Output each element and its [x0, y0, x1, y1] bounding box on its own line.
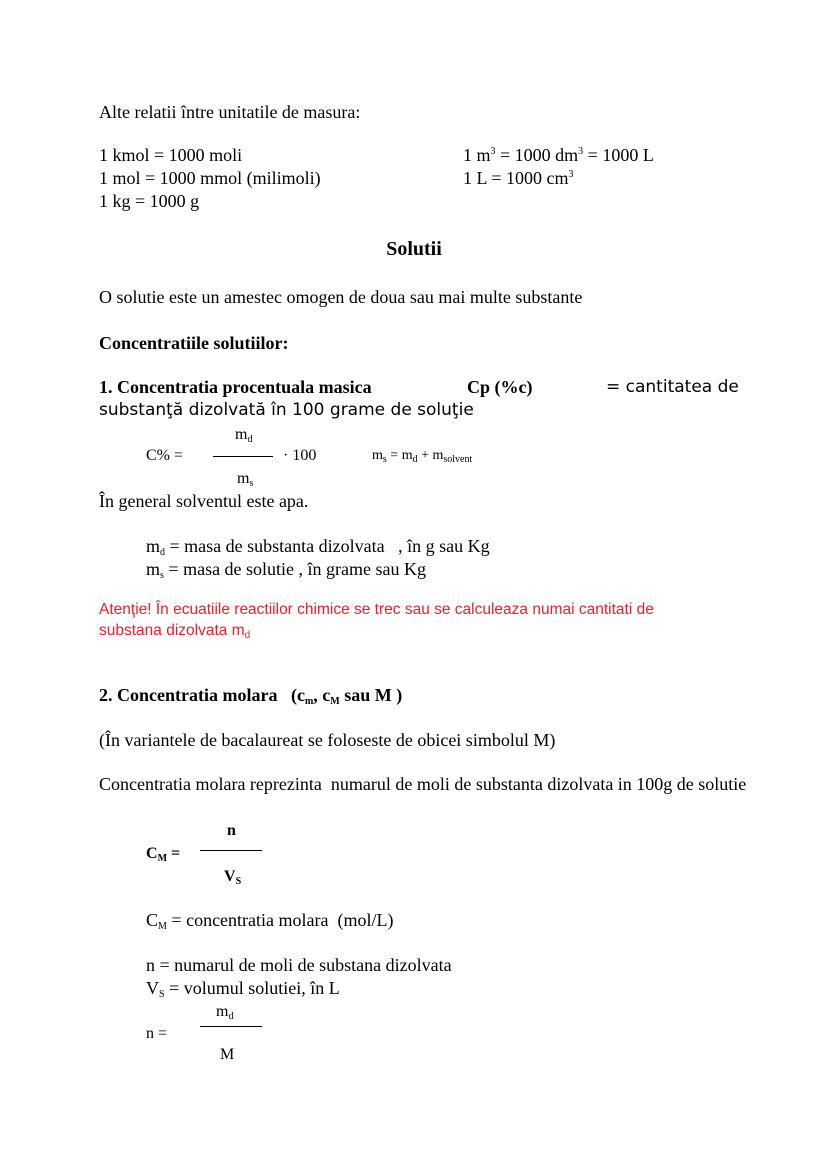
solvent-note: În general solventul este apa.	[99, 491, 309, 511]
unit-litre: 1 L = 1000 $cm^3$	[463, 168, 574, 188]
molar-definition: Concentratia molara reprezinta numarul de moli de substanta dizolvata in 100g de solutie	[99, 774, 747, 794]
vs-definition: $V_S$ = volumul solutiei, în L	[146, 978, 340, 1000]
n-fraction-bar	[200, 1026, 262, 1027]
n-definition: n = numarul de moli de substana dizolvata	[146, 955, 452, 975]
section1-symbol: Cp (%c)	[467, 377, 533, 397]
n-denominator: M	[220, 1046, 235, 1063]
cm-lhs: $C_M$ =	[146, 845, 181, 864]
cm-definition: $C_M$ = concentratia molara (mol/L)	[146, 910, 394, 932]
bac-note: (În variantele de bacalaureat se foloseste de obicei simbolul M)	[99, 730, 556, 750]
n-numerator: $m_d$	[216, 1003, 234, 1022]
cm-fraction-bar	[200, 850, 262, 851]
ms-definition: $m_s$ = masa de solutie , în grame sau Kg	[146, 559, 427, 581]
formula-mult: · 100	[283, 447, 317, 464]
section1-title: 1. Concentratia procentuala masica	[99, 377, 372, 397]
unit-m3: 1 $m^3 = 1000$ $dm^3 = 1000$ L	[463, 145, 654, 165]
solution-definition: O solutie este un amestec omogen de doua sau mai multe substante	[99, 287, 583, 307]
cm-numerator: n	[227, 822, 236, 839]
formula-lhs: C% =	[146, 447, 184, 464]
warning-line-1: Atenţie! În ecuatiile reactiilor chimice se trec sau se calculeaza numai cantitati de	[99, 601, 654, 618]
fraction-bar	[213, 456, 273, 457]
warning-line-2: substana dizolvata $m_d$	[99, 622, 251, 641]
concentrations-title: Concentratiile solutiilor:	[99, 333, 289, 353]
n-lhs: n =	[146, 1025, 168, 1042]
units-title: Alte relatii între unitatile de masura:	[99, 102, 361, 122]
cm-denominator: $V_S$	[224, 868, 242, 887]
page-heading: Solutii	[386, 238, 442, 260]
fraction-numerator: $m_d$	[235, 426, 253, 445]
md-definition: $m_d$ = masa de substanta dizolvata , în g sau Kg	[146, 536, 490, 558]
section1-def-a: = cantitatea de	[606, 377, 739, 397]
unit-kmol: 1 kmol = 1000 moli	[99, 145, 243, 165]
unit-kg: 1 kg = 1000 g	[99, 191, 200, 211]
unit-mol: 1 mol = 1000 mmol (milimoli)	[99, 168, 321, 188]
mass-equation: $m_s = m_d + m_{solvent}$	[372, 448, 473, 465]
section2-title: 2. Concentratia molara ($c_m$, $c_M$ sau M )	[99, 685, 403, 707]
fraction-denominator: $m_s$	[237, 470, 254, 489]
section1-def-b: substanţă dizolvată în 100 grame de soluţie	[99, 400, 474, 420]
